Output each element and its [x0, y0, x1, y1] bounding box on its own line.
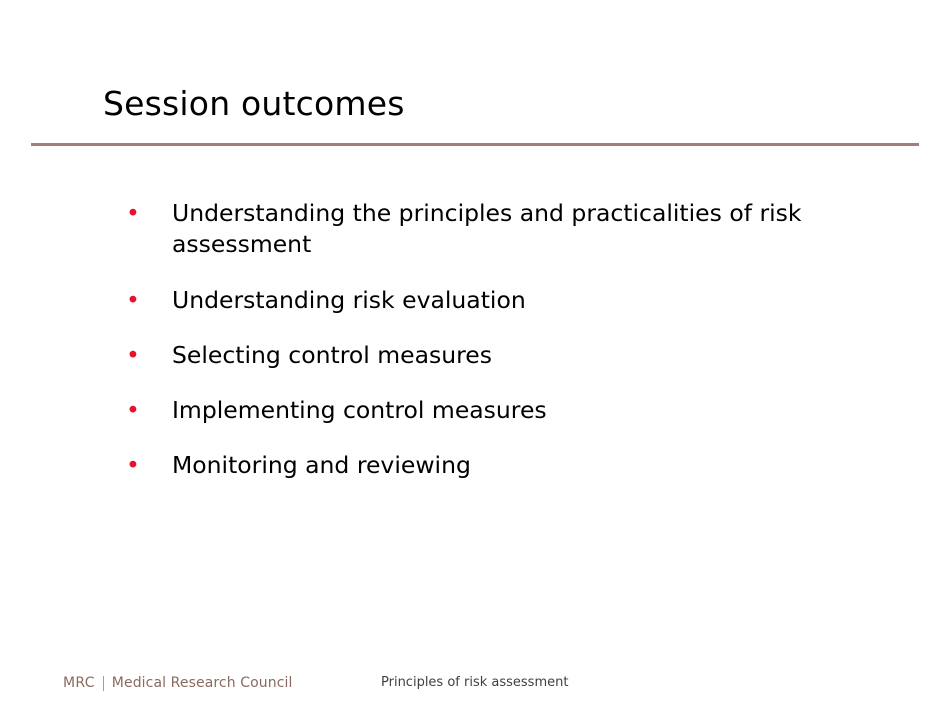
list-item: [120, 285, 860, 316]
list-item: [120, 450, 860, 481]
logo-divider: [103, 676, 104, 691]
footer-note: Principles of risk assessment: [381, 675, 569, 690]
title-divider: [31, 143, 919, 146]
page-title: Session outcomes: [103, 84, 405, 123]
mrc-logo: [63, 675, 293, 691]
outcomes-list: [120, 198, 860, 482]
bullet-dot-icon: •: [126, 396, 140, 424]
bullet-dot-icon: •: [126, 340, 140, 369]
bullet-dot-icon: •: [126, 199, 140, 227]
list-item-label: Understanding risk evaluation: [172, 285, 526, 314]
bullet-dot-icon: •: [126, 285, 140, 314]
list-item: [120, 340, 860, 371]
list-item: [120, 198, 860, 261]
list-item-label: Implementing control measures: [172, 396, 547, 424]
list-item-label: Selecting control measures: [172, 340, 492, 369]
list-item-label: Monitoring and reviewing: [172, 451, 471, 480]
bullet-dot-icon: •: [126, 451, 140, 480]
logo-mark-label: MRC: [63, 675, 95, 691]
logo-text-label: Medical Research Council: [111, 675, 293, 691]
list-item-label: Understanding the principles and practicalities of risk assessment: [172, 199, 802, 259]
list-item: [120, 395, 860, 426]
